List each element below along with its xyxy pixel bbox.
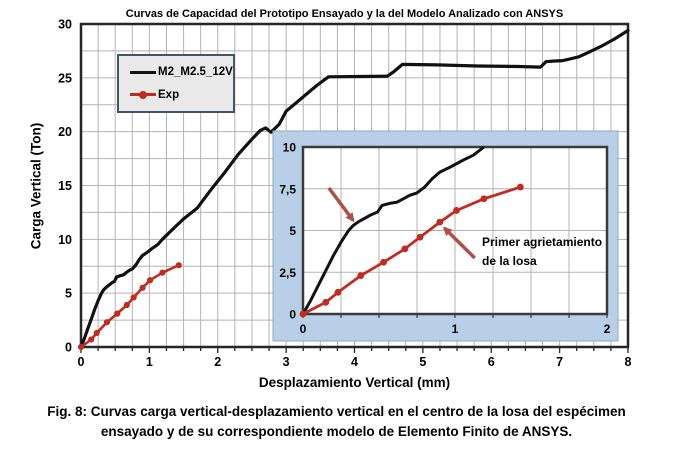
chart-title: Curvas de Capacidad del Prototipo Ensayado y la del Modelo Analizado con ANSYS xyxy=(125,8,564,20)
svg-text:0: 0 xyxy=(289,307,296,322)
figure-caption xyxy=(0,402,673,442)
model-line-swatch-icon xyxy=(130,71,156,74)
exp-line-swatch-icon xyxy=(130,93,156,96)
legend-label-model: M2_M2.5_12V xyxy=(158,66,233,79)
x-axis-label: Desplazamiento Vertical (mm) xyxy=(258,375,451,390)
svg-text:10: 10 xyxy=(282,140,296,155)
svg-text:8: 8 xyxy=(624,355,632,369)
svg-text:25: 25 xyxy=(58,71,72,86)
svg-text:30: 30 xyxy=(58,17,72,32)
svg-text:10: 10 xyxy=(58,232,72,247)
svg-text:1: 1 xyxy=(451,322,459,336)
svg-text:7,5: 7,5 xyxy=(279,182,296,197)
legend-label-exp: Exp xyxy=(158,88,180,101)
svg-text:15: 15 xyxy=(58,179,72,193)
annotation-line1: Primer agrietamiento xyxy=(482,235,603,249)
inset-annotation xyxy=(482,233,602,271)
svg-text:5: 5 xyxy=(289,224,296,238)
svg-text:3: 3 xyxy=(282,355,290,369)
legend-item-model xyxy=(130,66,233,78)
svg-text:2: 2 xyxy=(214,355,222,369)
svg-text:0: 0 xyxy=(65,340,72,355)
svg-text:5: 5 xyxy=(419,355,427,369)
svg-text:2: 2 xyxy=(603,322,611,336)
y-tick-labels xyxy=(58,18,72,355)
annotation-line2: de la losa xyxy=(482,254,537,268)
x-tick-labels xyxy=(78,355,632,369)
svg-text:2,5: 2,5 xyxy=(279,265,296,280)
svg-text:20: 20 xyxy=(58,125,72,140)
svg-text:4: 4 xyxy=(351,355,358,369)
caption-line1: Fig. 8: Curvas carga vertical-desplazamiento vertical en el centro de la losa del espécimen xyxy=(47,404,626,419)
svg-text:6: 6 xyxy=(487,355,495,369)
caption-line2: ensayado y de su correspondiente modelo de Elemento Finito de ANSYS. xyxy=(100,424,573,439)
svg-text:0: 0 xyxy=(77,355,85,369)
y-axis-label: Carga Vertical (Ton) xyxy=(28,122,44,250)
svg-text:7: 7 xyxy=(556,355,564,369)
chart-legend xyxy=(117,54,235,113)
svg-text:5: 5 xyxy=(65,286,72,301)
svg-text:1: 1 xyxy=(145,355,153,369)
svg-text:0: 0 xyxy=(299,322,307,336)
legend-item-exp xyxy=(130,89,233,101)
